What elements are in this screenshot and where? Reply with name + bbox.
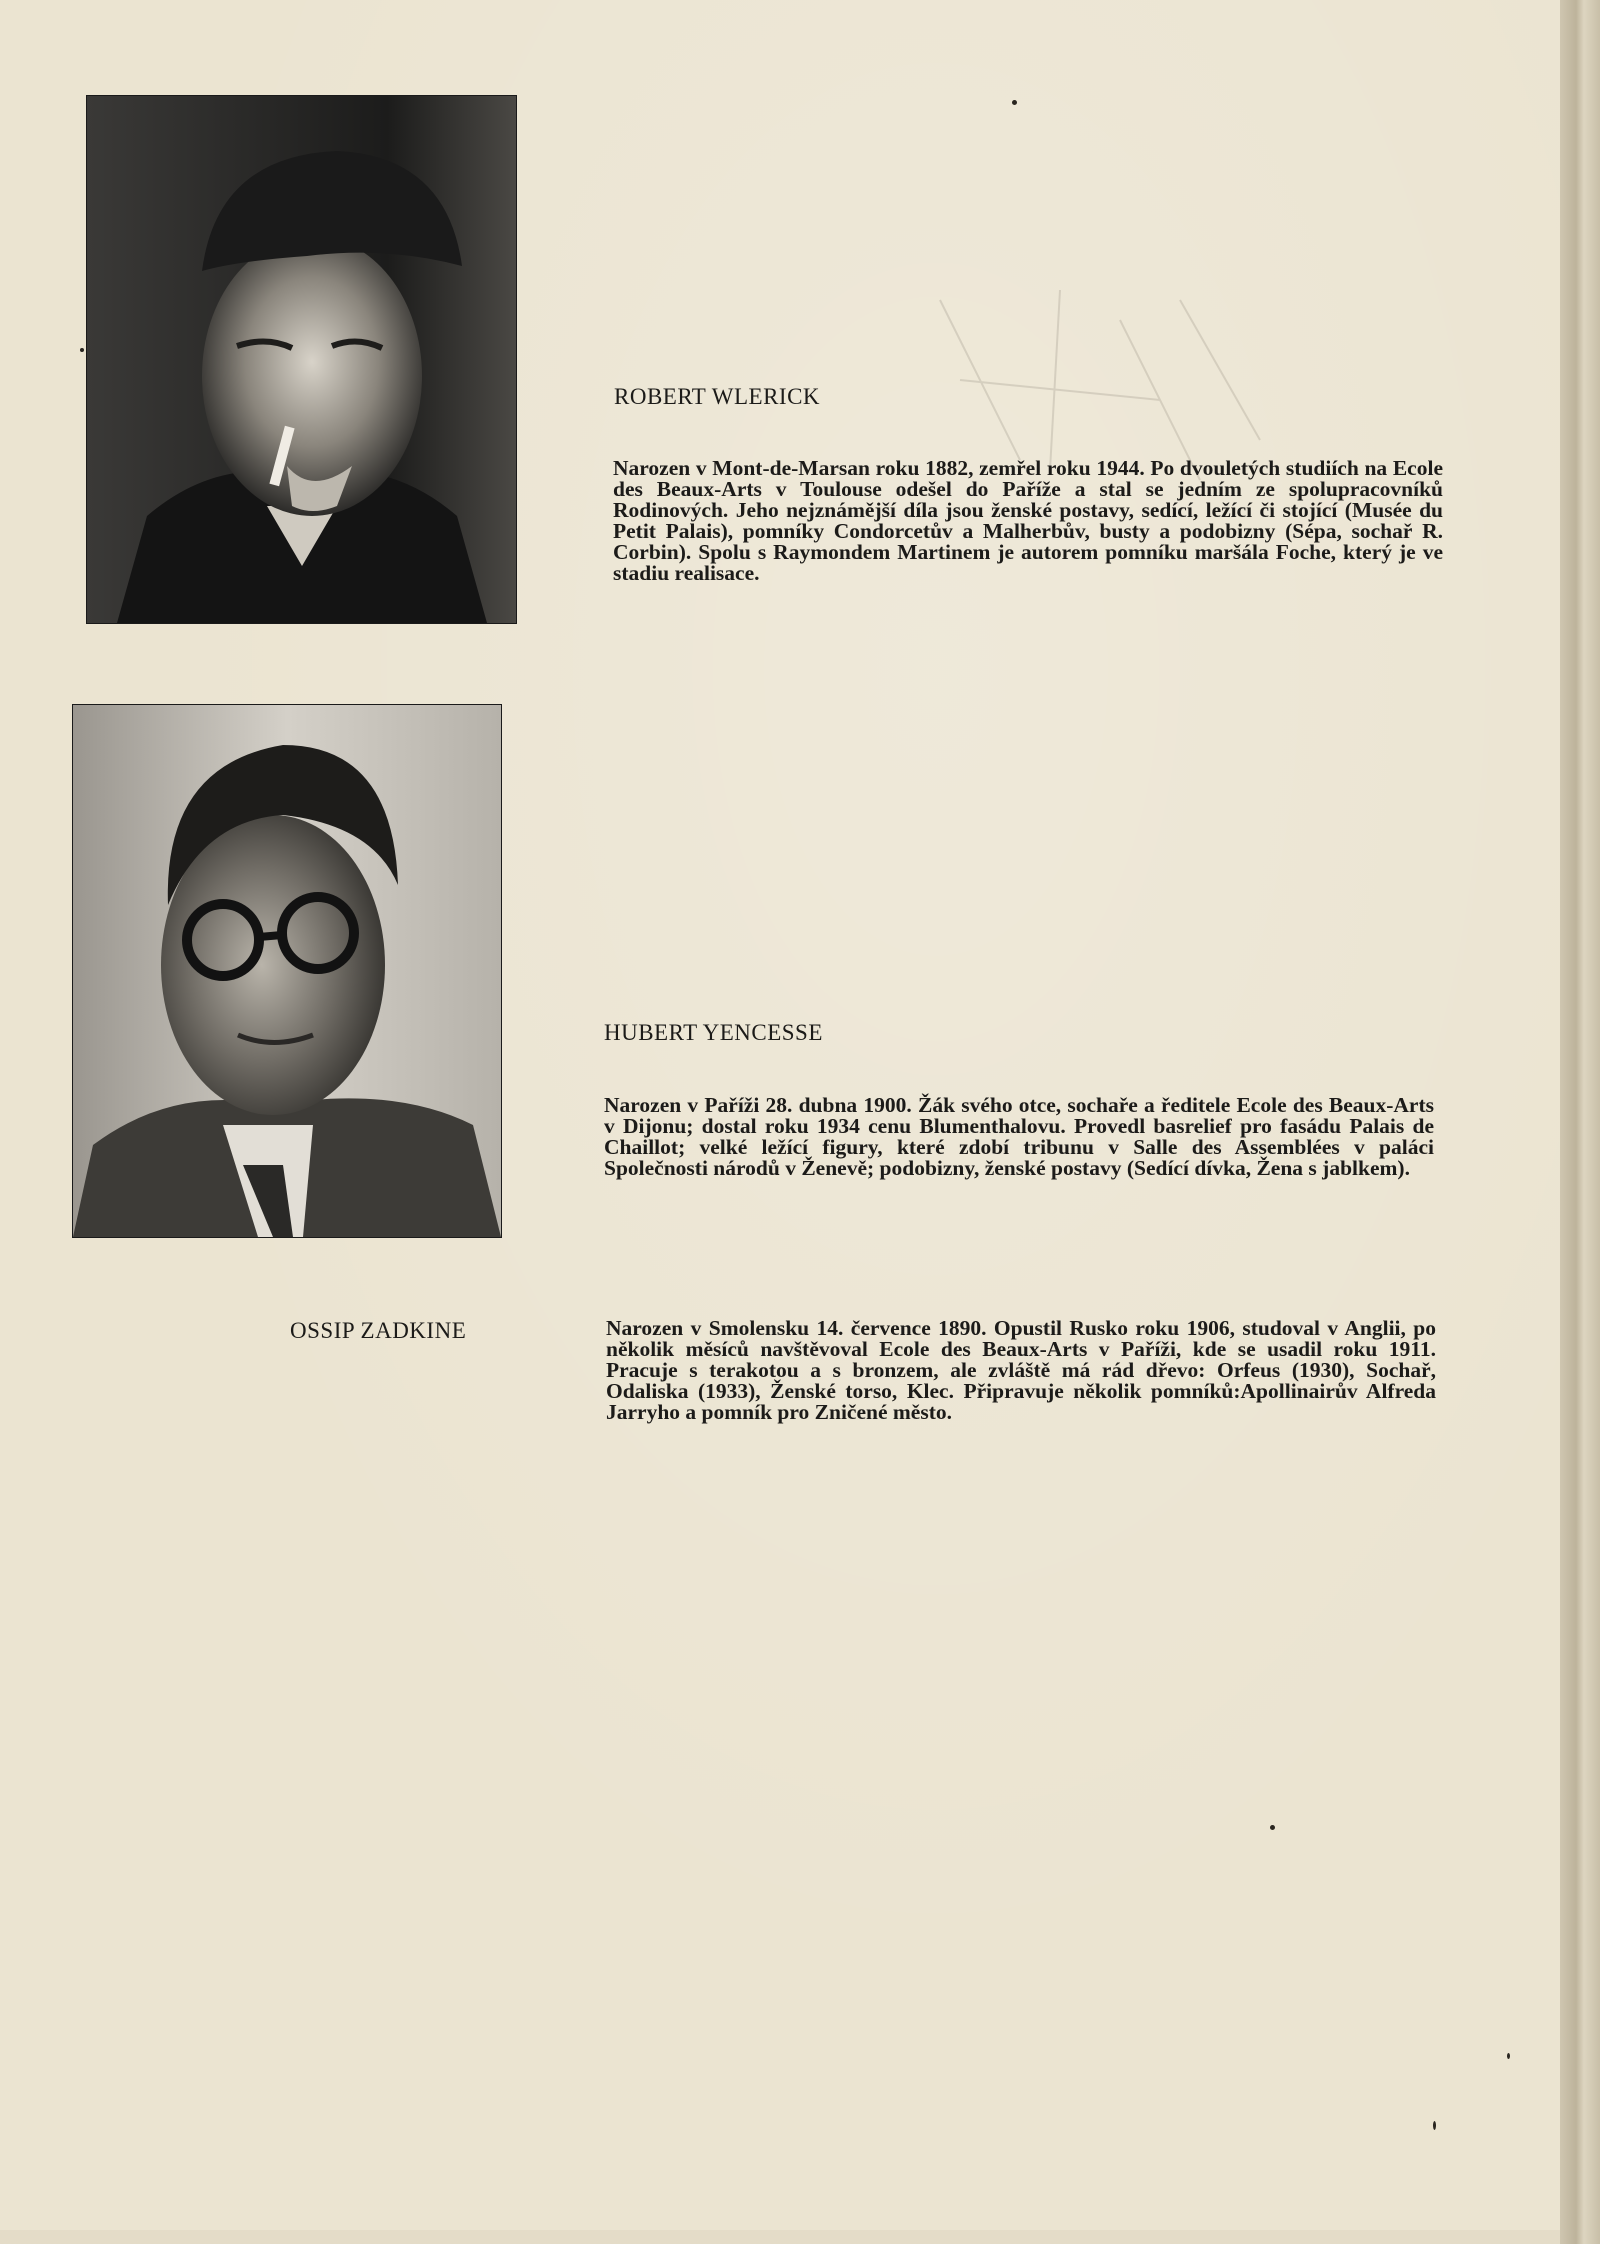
- paper-speck: [1507, 2053, 1510, 2059]
- photo-hubert-yencesse: [73, 705, 501, 1237]
- photo-robert-wlerick: [87, 96, 516, 623]
- artist-name-robert-wlerick: ROBERT WLERICK: [614, 384, 821, 409]
- paper-speck: [1433, 2121, 1436, 2130]
- artist-bio-robert-wlerick: Narozen v Mont-de-Marsan roku 1882, zemřel roku 1944. Po dvouletých studiích na Ecole des Beaux-Arts v Toulouse odešel do Paříže a stal se jedním ze spolupracovníků Rodinových. Jeho nejznámější díla jsou ženské postavy, sedící, ležící či stojící (Musée du Petit Palais), pomníky Condorcetův a Malherbův, busty a podobizny (Sépa, sochař R. Corbin). Spolu s Raymondem Martinem je autorem pomníku maršála Foche, který je ve stadiu realisace.: [613, 456, 1443, 585]
- artist-name-hubert-yencesse: HUBERT YENCESSE: [604, 1020, 823, 1045]
- paper-speck: [1270, 1825, 1275, 1830]
- paper-speck: [80, 348, 84, 352]
- artist-bio-ossip-zadkine: Narozen v Smolensku 14. července 1890. Opustil Rusko roku 1906, studoval v Anglii, po několik měsíců navštěvoval Ecole des Beaux-Arts v Paříži, kde se usadil roku 1911. Pracuje s terakotou a s bronzem, ale zvláště má rád dřevo: Orfeus (1930), Sochař, Odaliska (1933), Ženské torso, Klec. Připravuje několik pomníků:Apollinairův Alfreda Jarryho a pomník pro Zničené město.: [606, 1316, 1436, 1424]
- page-binding-edge: [1560, 0, 1600, 2244]
- paper-speck: [1012, 100, 1017, 105]
- artist-bio-hubert-yencesse: Narozen v Paříži 28. dubna 1900. Žák svého otce, sochaře a ředitele Ecole des Beaux-Arts v Dijonu; dostal roku 1934 cenu Blumenthalovu. Provedl basrelief pro fasádu Palais de Chaillot; velké ležící figury, které zdobí tribunu v Salle des Assemblées v paláci Společnosti národů v Ženevě; podobizny, ženské postavy (Sedící dívka, Žena s jablkem).: [604, 1093, 1434, 1180]
- artist-name-ossip-zadkine: OSSIP ZADKINE: [290, 1318, 467, 1343]
